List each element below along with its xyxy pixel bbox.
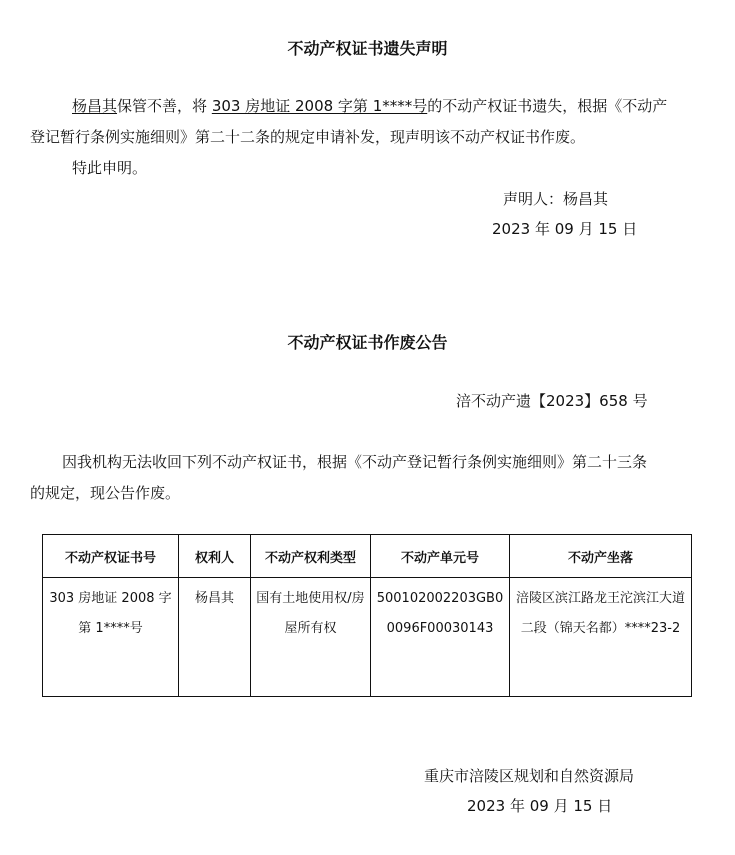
table-row bbox=[43, 578, 692, 697]
declaration-title: 不动产权证书遗失声明 bbox=[287, 39, 448, 58]
declarant: 声明人：杨昌其 bbox=[503, 190, 609, 208]
cell-cert-number: 303 房地证 2008 字第 1****号 bbox=[43, 578, 179, 697]
header-right-type: 不动产权利类型 bbox=[251, 535, 371, 578]
announcement-paragraph-line-2: 的规定，现公告作废。 bbox=[30, 484, 181, 502]
declaration-date: 2023 年 09 月 15 日 bbox=[492, 220, 638, 238]
cell-unit-number: 500102002203GB00096F00030143 bbox=[371, 578, 510, 697]
cell-right-type: 国有土地使用权/房屋所有权 bbox=[251, 578, 371, 697]
header-cert-number: 不动产权证书号 bbox=[43, 535, 179, 578]
cert-number: 303 房地证 2008 字第 1****号 bbox=[211, 97, 428, 115]
holder-name: 杨昌其 bbox=[72, 97, 118, 115]
announcement-date: 2023 年 09 月 15 日 bbox=[467, 797, 613, 815]
declaration-text-2: 的不动产权证书遗失，根据《不动产 bbox=[427, 97, 668, 115]
declaration-text-1: 保管不善，将 bbox=[117, 97, 208, 115]
issuer: 重庆市涪陵区规划和自然资源局 bbox=[424, 767, 635, 785]
cell-location: 涪陵区滨江路龙王沱滨江大道二段（锦天名都）****23-2 bbox=[510, 578, 692, 697]
certificate-table bbox=[42, 534, 692, 697]
announcement-paragraph-line-1: 因我机构无法收回下列不动产权证书，根据《不动产登记暂行条例实施细则》第二十三条 bbox=[62, 453, 648, 471]
declaration-paragraph-line-1 bbox=[72, 96, 667, 116]
announcement-title: 不动产权证书作废公告 bbox=[287, 333, 448, 352]
header-holder: 权利人 bbox=[179, 535, 251, 578]
announcement-doc-number: 涪不动产遗【2023】658 号 bbox=[456, 392, 648, 410]
special-note: 特此申明。 bbox=[72, 159, 148, 177]
declaration-paragraph-line-2: 登记暂行条例实施细则》第二十二条的规定申请补发，现声明该不动产权证书作废。 bbox=[30, 128, 586, 146]
header-unit-number: 不动产单元号 bbox=[371, 535, 510, 578]
header-location: 不动产坐落 bbox=[510, 535, 692, 578]
table-header-row bbox=[43, 535, 692, 578]
cell-holder: 杨昌其 bbox=[179, 578, 251, 697]
